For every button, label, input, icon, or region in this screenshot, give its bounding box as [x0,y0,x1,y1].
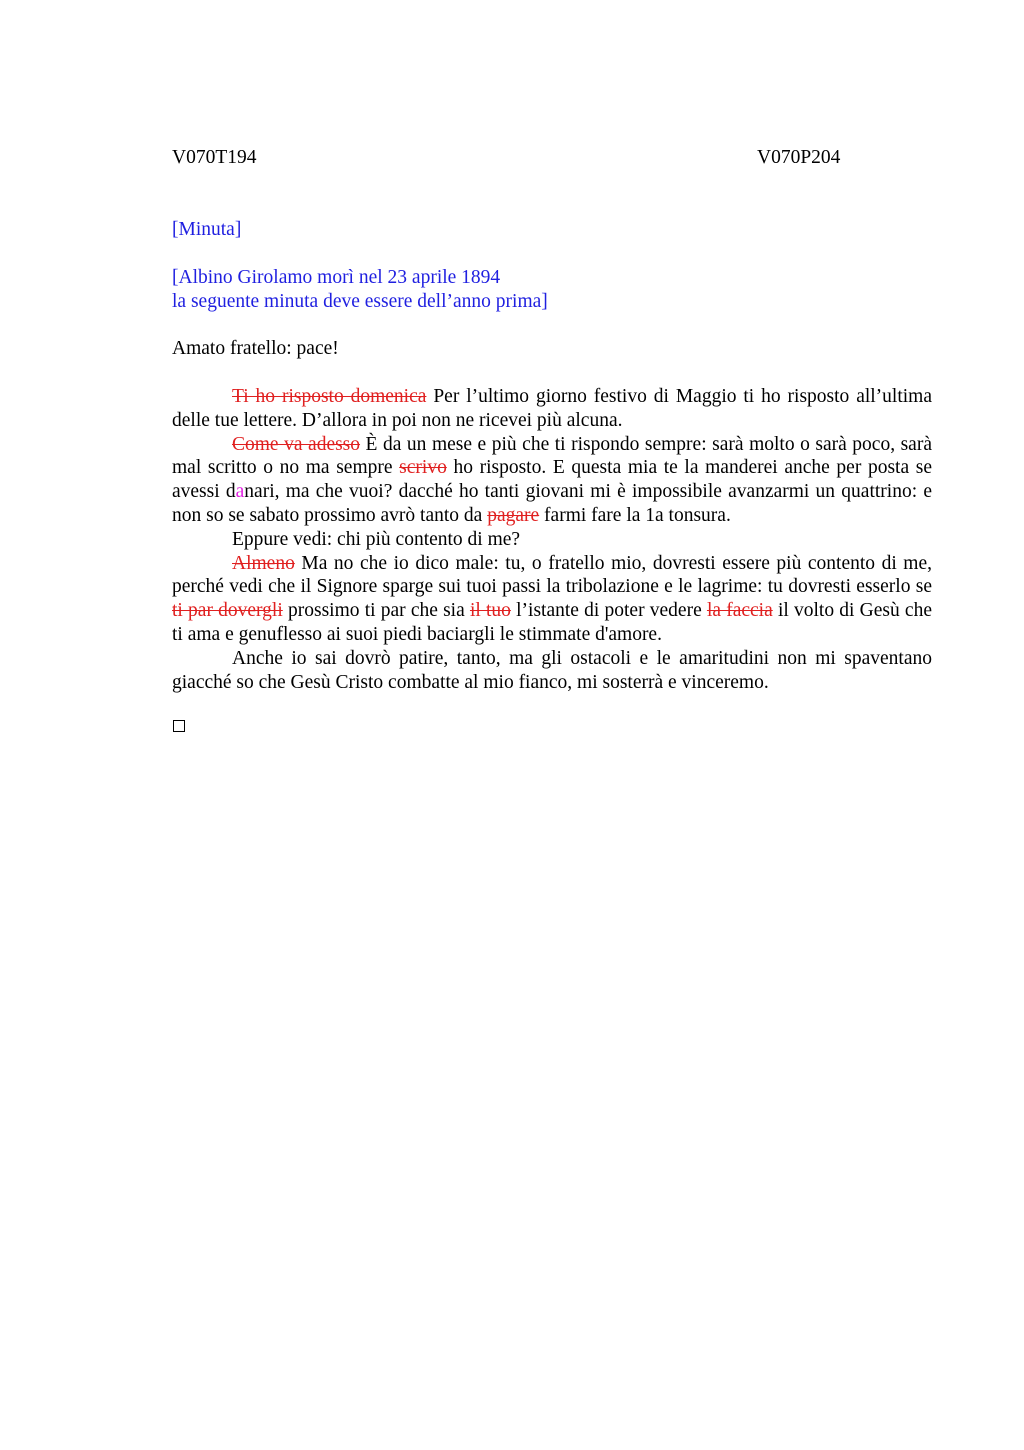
paragraph-text: prossimo ti par che sia [282,600,470,622]
paragraph-text: nari, ma che vuoi? dacché ho tanti giovani mi è impossibile avanzarmi un quattrino: e non so se sabato prossimo avrò tanto da [172,481,932,526]
letter-greeting: Amato fratello: pace! [172,338,339,359]
letter-paragraph [172,385,932,433]
paragraph-text: Anche io sai dovrò patire, tanto, ma gli ostacoli e le amaritudini non mi spaventano giacché so che Gesù Cristo combatte al mio fianco, mi sosterrà e vinceremo. [172,647,932,693]
letter-body [172,385,932,694]
deleted-text: il tuo [469,600,511,622]
paragraph-text: Eppure vedi: chi più contento di me? [232,528,521,550]
editorial-note-line: la seguente minuta deve essere dell’anno prima] [172,290,548,312]
deleted-text: scrivo [399,457,447,479]
inserted-letter: a [235,481,245,503]
deleted-text: ti par dovergli [172,600,283,622]
deleted-text: Ti ho risposto domenica [232,386,427,407]
deleted-text: la faccia [706,600,773,622]
paragraph-text: Per l’ultimo giorno festivo di Maggio ti ho risposto all’ultima delle tue lettere. D’allora in poi non ne ricevei più alcuna. [172,386,933,431]
editorial-note-minuta: [Minuta] [172,219,242,240]
editorial-note-line: [Albino Girolamo morì nel 23 aprile 1894 [172,267,501,288]
deleted-text: Come va adesso [232,433,361,455]
paragraph-text: l’istante di poter vedere [510,600,707,622]
paragraph-text: farmi fare la 1a tonsura. [539,504,731,526]
deleted-text: pagare [487,504,540,526]
letter-paragraph [172,647,932,695]
empty-square-icon [173,720,185,732]
document-code-right: V070P204 [757,147,841,168]
paragraph-text: il volto di Gesù che ti ama e genuflesso ai suoi piedi baciargli le stimmate d'amore. [172,600,932,645]
paragraph-text: È da un mese e più che ti rispondo sempre: sarà molto o sarà poco, sarà mal scritto o no ma sempre [172,433,932,479]
letter-paragraph [172,552,932,647]
paragraph-text: ho risposto. E questa mia te la manderei anche per posta se avessi d [172,457,932,503]
editorial-note-dating [172,266,932,314]
paragraph-text: Ma no che io dico male: tu, o fratello mio, dovresti essere più contento di me, perché vedi che il Signore sparge sui tuoi passi la tribolazione e le lagrime: tu dovresti esserlo se [172,552,932,598]
letter-paragraph [172,433,932,528]
document-code-left: V070T194 [172,147,257,168]
letter-paragraph [172,528,932,552]
deleted-text: Almeno [232,552,295,574]
